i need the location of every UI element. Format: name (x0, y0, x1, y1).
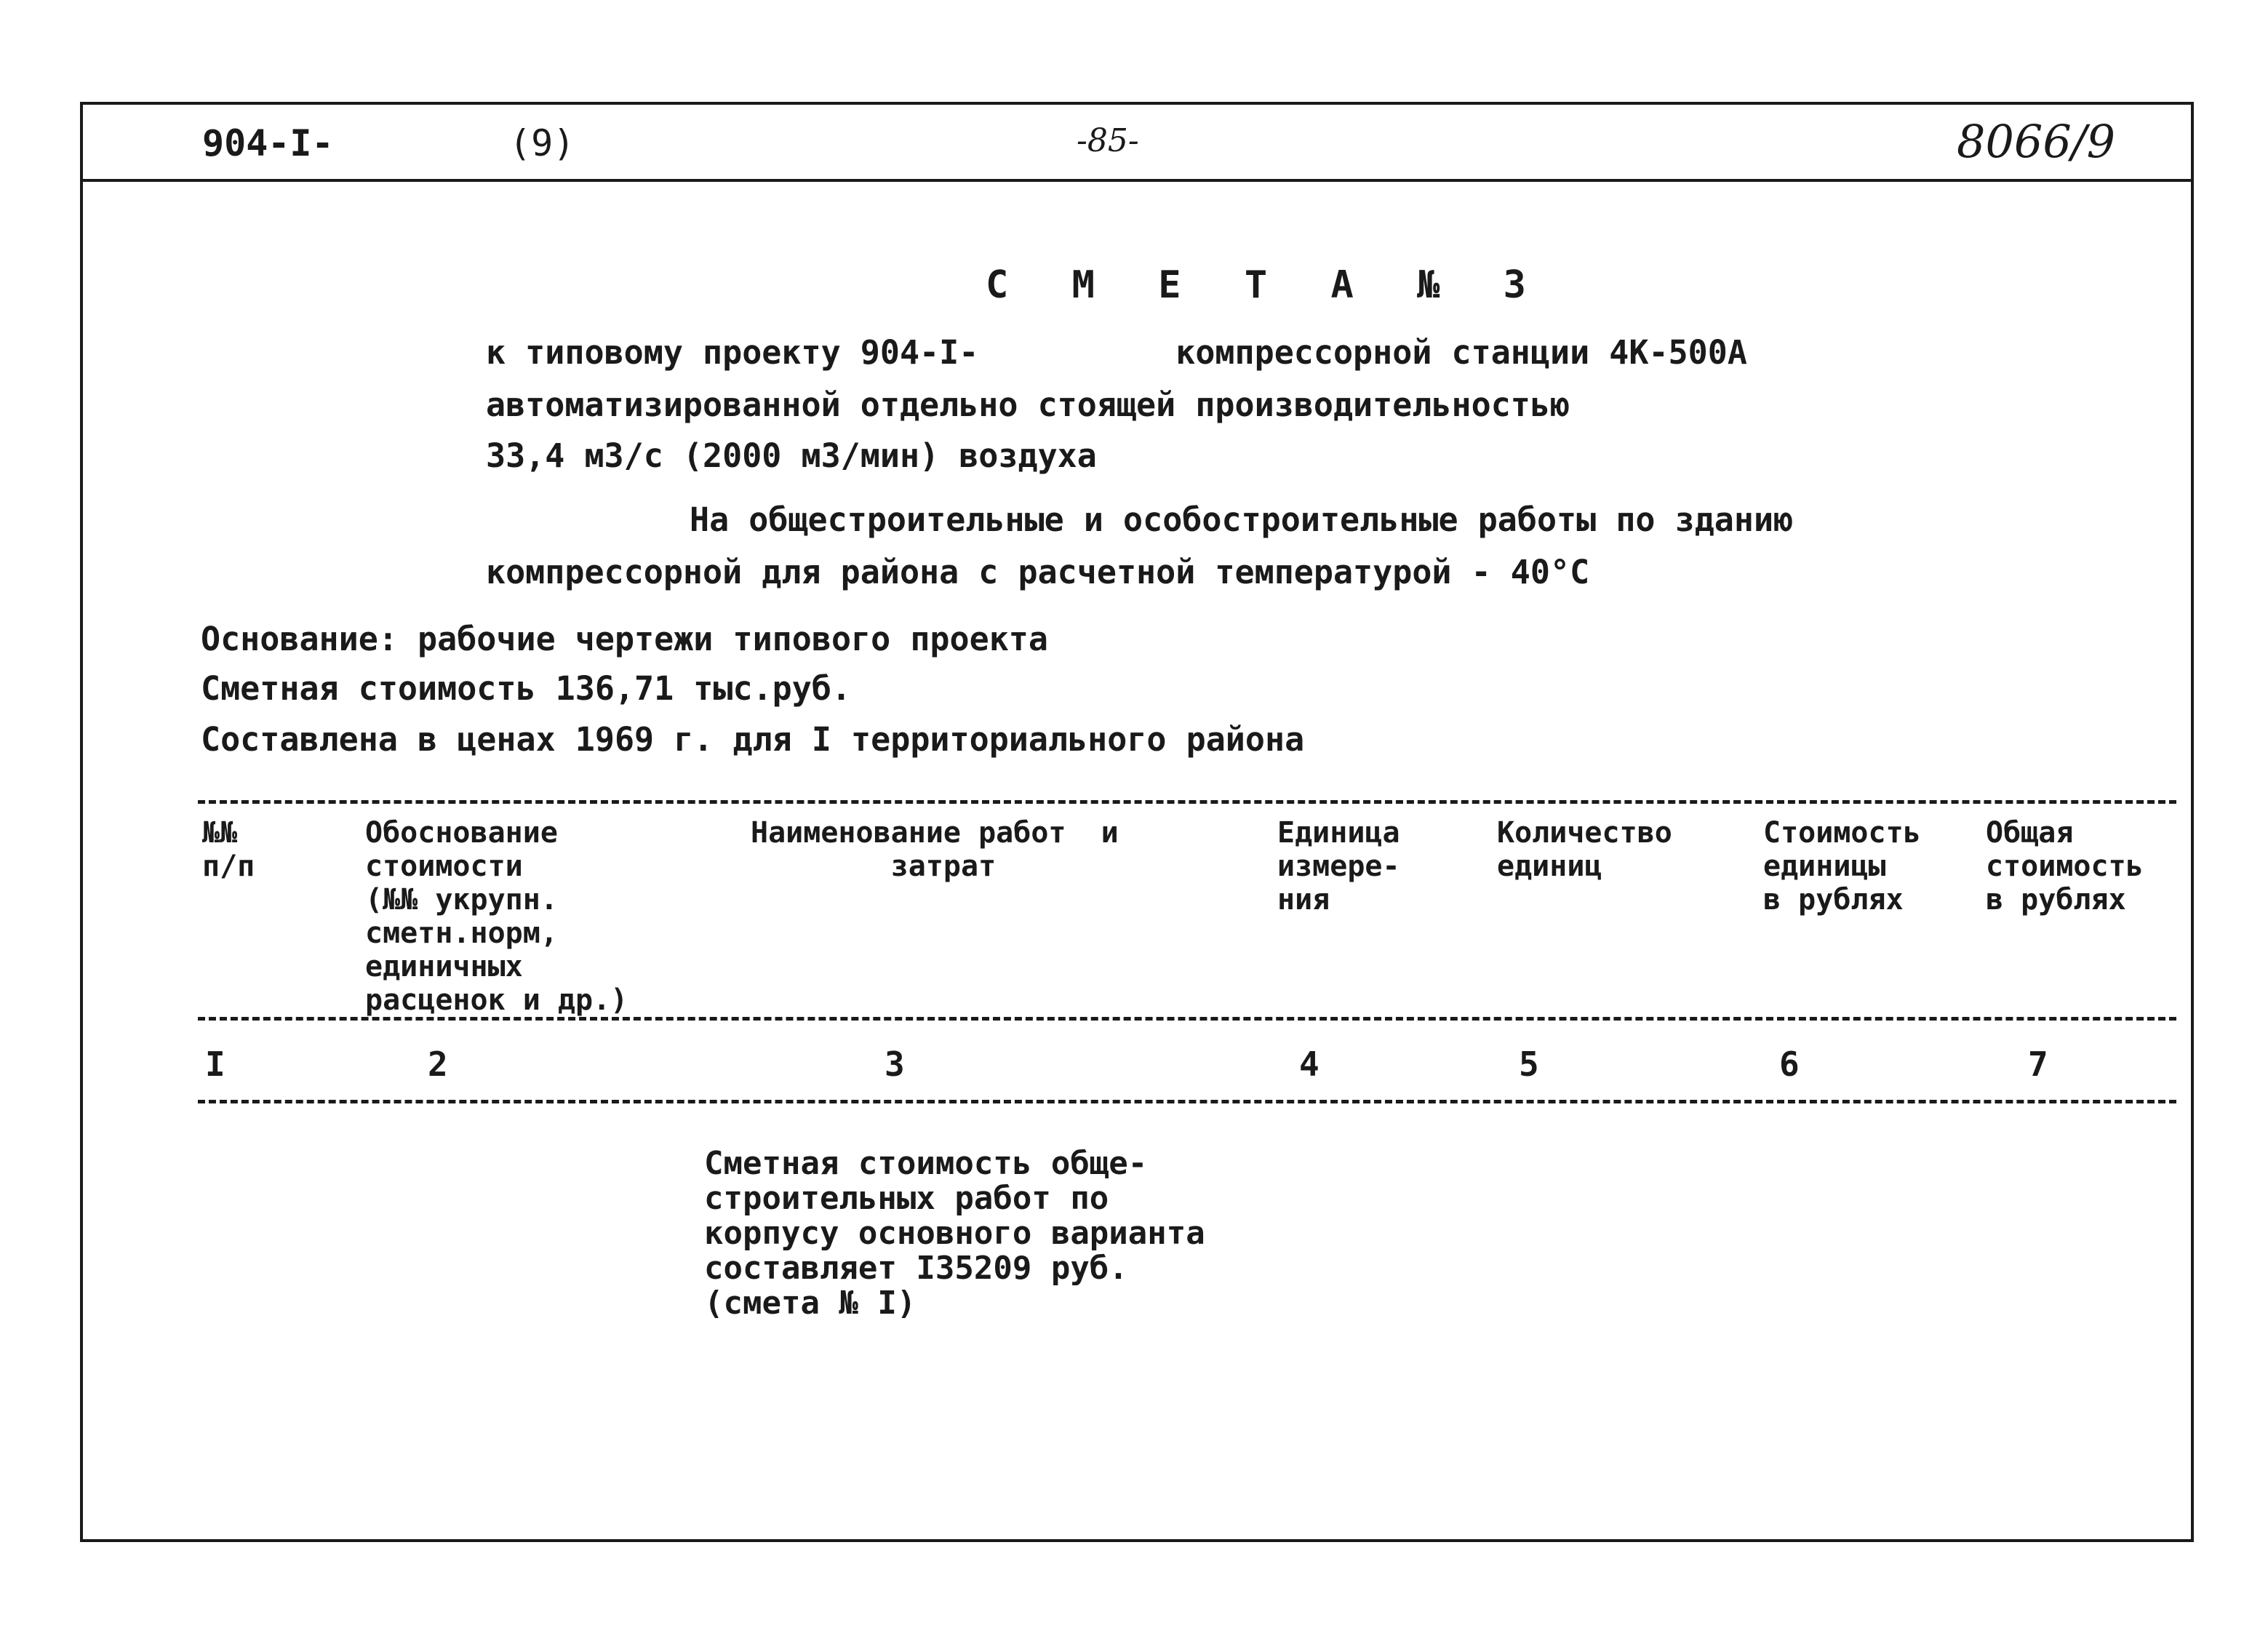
column-header-1: №№ п/п (202, 816, 255, 883)
column-header-4: Единица измере- ния (1277, 816, 1400, 917)
subtitle-line-2: автоматизированной отдельно стоящей производительностью (486, 386, 1570, 424)
column-number-7: 7 (2028, 1045, 2048, 1084)
column-number-2: 2 (428, 1045, 448, 1084)
column-header-2: Обоснование стоимости (№№ укрупн. сметн.норм, единичных расценок и др.) (365, 816, 628, 1017)
column-header-5: Количество единиц (1497, 816, 1672, 883)
sheet-number: (9) (509, 122, 575, 164)
column-number-1: I (205, 1045, 225, 1084)
table-header-rule (198, 1017, 2176, 1021)
subtitle-line-1: к типовому проекту 904-I- компрессорной станции 4К-500А (486, 333, 1747, 372)
header-rule (80, 179, 2194, 182)
table-numbers-rule (198, 1100, 2176, 1103)
table-top-rule (198, 800, 2176, 804)
document-number: 8066/9 (1957, 115, 2116, 168)
project-code: 904-I- (202, 122, 334, 164)
column-number-6: 6 (1779, 1045, 1800, 1084)
page-number: -85- (1077, 122, 1139, 159)
column-header-3: Наименование работ и затрат (751, 816, 1119, 883)
column-header-7: Общая стоимость в рублях (1986, 816, 2144, 917)
subtitle-line-4: На общестроительные и особостроительные работы по зданию (690, 500, 1794, 539)
document-title: С М Е Т А № 3 (986, 263, 1546, 307)
estimated-cost-line: Сметная стоимость 136,71 тыс.руб. (201, 669, 852, 708)
subtitle-line-3: 33,4 м3/с (2000 м3/мин) воздуха (486, 436, 1097, 475)
basis-line: Основание: рабочие чертежи типового проекта (201, 620, 1048, 658)
prices-line: Составлена в ценах 1969 г. для I территориального района (201, 720, 1305, 759)
subtitle-line-5: компрессорной для района с расчетной температурой - 40°C (486, 553, 1590, 591)
column-number-4: 4 (1299, 1045, 1319, 1084)
column-number-5: 5 (1519, 1045, 1539, 1084)
cost-note: Сметная стоимость обще- строительных работ по корпусу основного варианта составляет I35209 руб. (смета № I) (704, 1145, 1205, 1322)
column-number-3: 3 (885, 1045, 905, 1084)
column-header-6: Стоимость единицы в рублях (1763, 816, 1921, 917)
